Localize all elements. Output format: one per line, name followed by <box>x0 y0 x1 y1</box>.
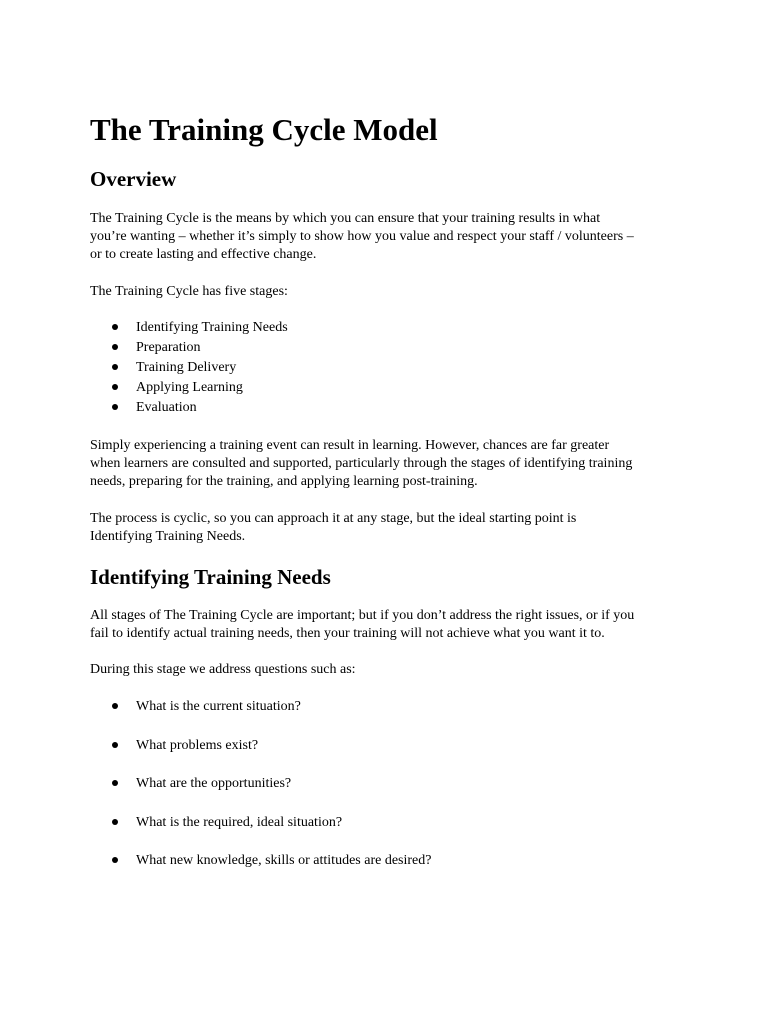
text-line: Simply experiencing a training event can result in learning. However, chances are far greater <box>90 438 610 453</box>
list-item-text: What is the required, ideal situation? <box>136 814 343 830</box>
identifying-heading: Identifying Training Needs <box>90 565 331 589</box>
bullet-icon <box>112 364 118 370</box>
identifying-paragraph-2 <box>90 661 690 679</box>
identifying-paragraph-1 <box>90 607 690 643</box>
text-line: The Training Cycle has five stages: <box>90 284 288 299</box>
bullet-icon <box>112 780 118 786</box>
text-line: During this stage we address questions such as: <box>90 662 356 677</box>
list-item <box>90 318 288 338</box>
bullet-icon <box>112 404 118 410</box>
text-line: The process is cyclic, so you can approach it at any stage, but the ideal starting point is <box>90 511 577 526</box>
text-line: or to create lasting and effective change. <box>90 247 317 262</box>
text-line: you’re wanting – whether it’s simply to show how you value and respect your staff / volunteers – <box>90 229 634 244</box>
list-item <box>90 851 431 871</box>
bullet-icon <box>112 819 118 825</box>
text-line: when learners are consulted and supported, particularly through the stages of identifying training <box>90 456 633 471</box>
list-item <box>90 338 288 358</box>
overview-paragraph-1 <box>90 210 690 264</box>
bullet-icon <box>112 703 118 709</box>
document-title: The Training Cycle Model <box>90 112 438 147</box>
list-item <box>90 774 431 794</box>
text-line: needs, preparing for the training, and applying learning post-training. <box>90 474 478 489</box>
bullet-icon <box>112 742 118 748</box>
stages-list <box>90 318 288 418</box>
list-item-text: What problems exist? <box>136 737 259 753</box>
text-line: All stages of The Training Cycle are important; but if you don’t address the right issues, or if you <box>90 608 635 623</box>
list-item <box>90 378 288 398</box>
list-item <box>90 358 288 378</box>
overview-paragraph-4 <box>90 510 690 546</box>
text-line: The Training Cycle is the means by which you can ensure that your training results in what <box>90 211 601 226</box>
list-item <box>90 813 431 833</box>
list-item <box>90 736 431 756</box>
questions-list <box>90 697 431 890</box>
bullet-icon <box>112 857 118 863</box>
list-item-text: What are the opportunities? <box>136 776 292 791</box>
bullet-icon <box>112 324 118 330</box>
list-item <box>90 398 288 418</box>
list-item-text: Preparation <box>136 340 201 355</box>
overview-heading: Overview <box>90 167 177 191</box>
list-item-text: What new knowledge, skills or attitudes are desired? <box>136 853 432 868</box>
list-item-text: Identifying Training Needs <box>136 320 288 335</box>
list-item <box>90 697 431 717</box>
list-item-text: Applying Learning <box>136 380 243 395</box>
text-line: fail to identify actual training needs, then your training will not achieve what you want it to. <box>90 626 605 641</box>
bullet-icon <box>112 344 118 350</box>
text-line: Identifying Training Needs. <box>90 529 246 544</box>
list-item-text: What is the current situation? <box>136 699 301 714</box>
list-item-text: Training Delivery <box>136 360 237 375</box>
bullet-icon <box>112 384 118 390</box>
overview-paragraph-2 <box>90 283 690 301</box>
list-item-text: Evaluation <box>136 400 197 415</box>
overview-paragraph-3 <box>90 437 690 491</box>
